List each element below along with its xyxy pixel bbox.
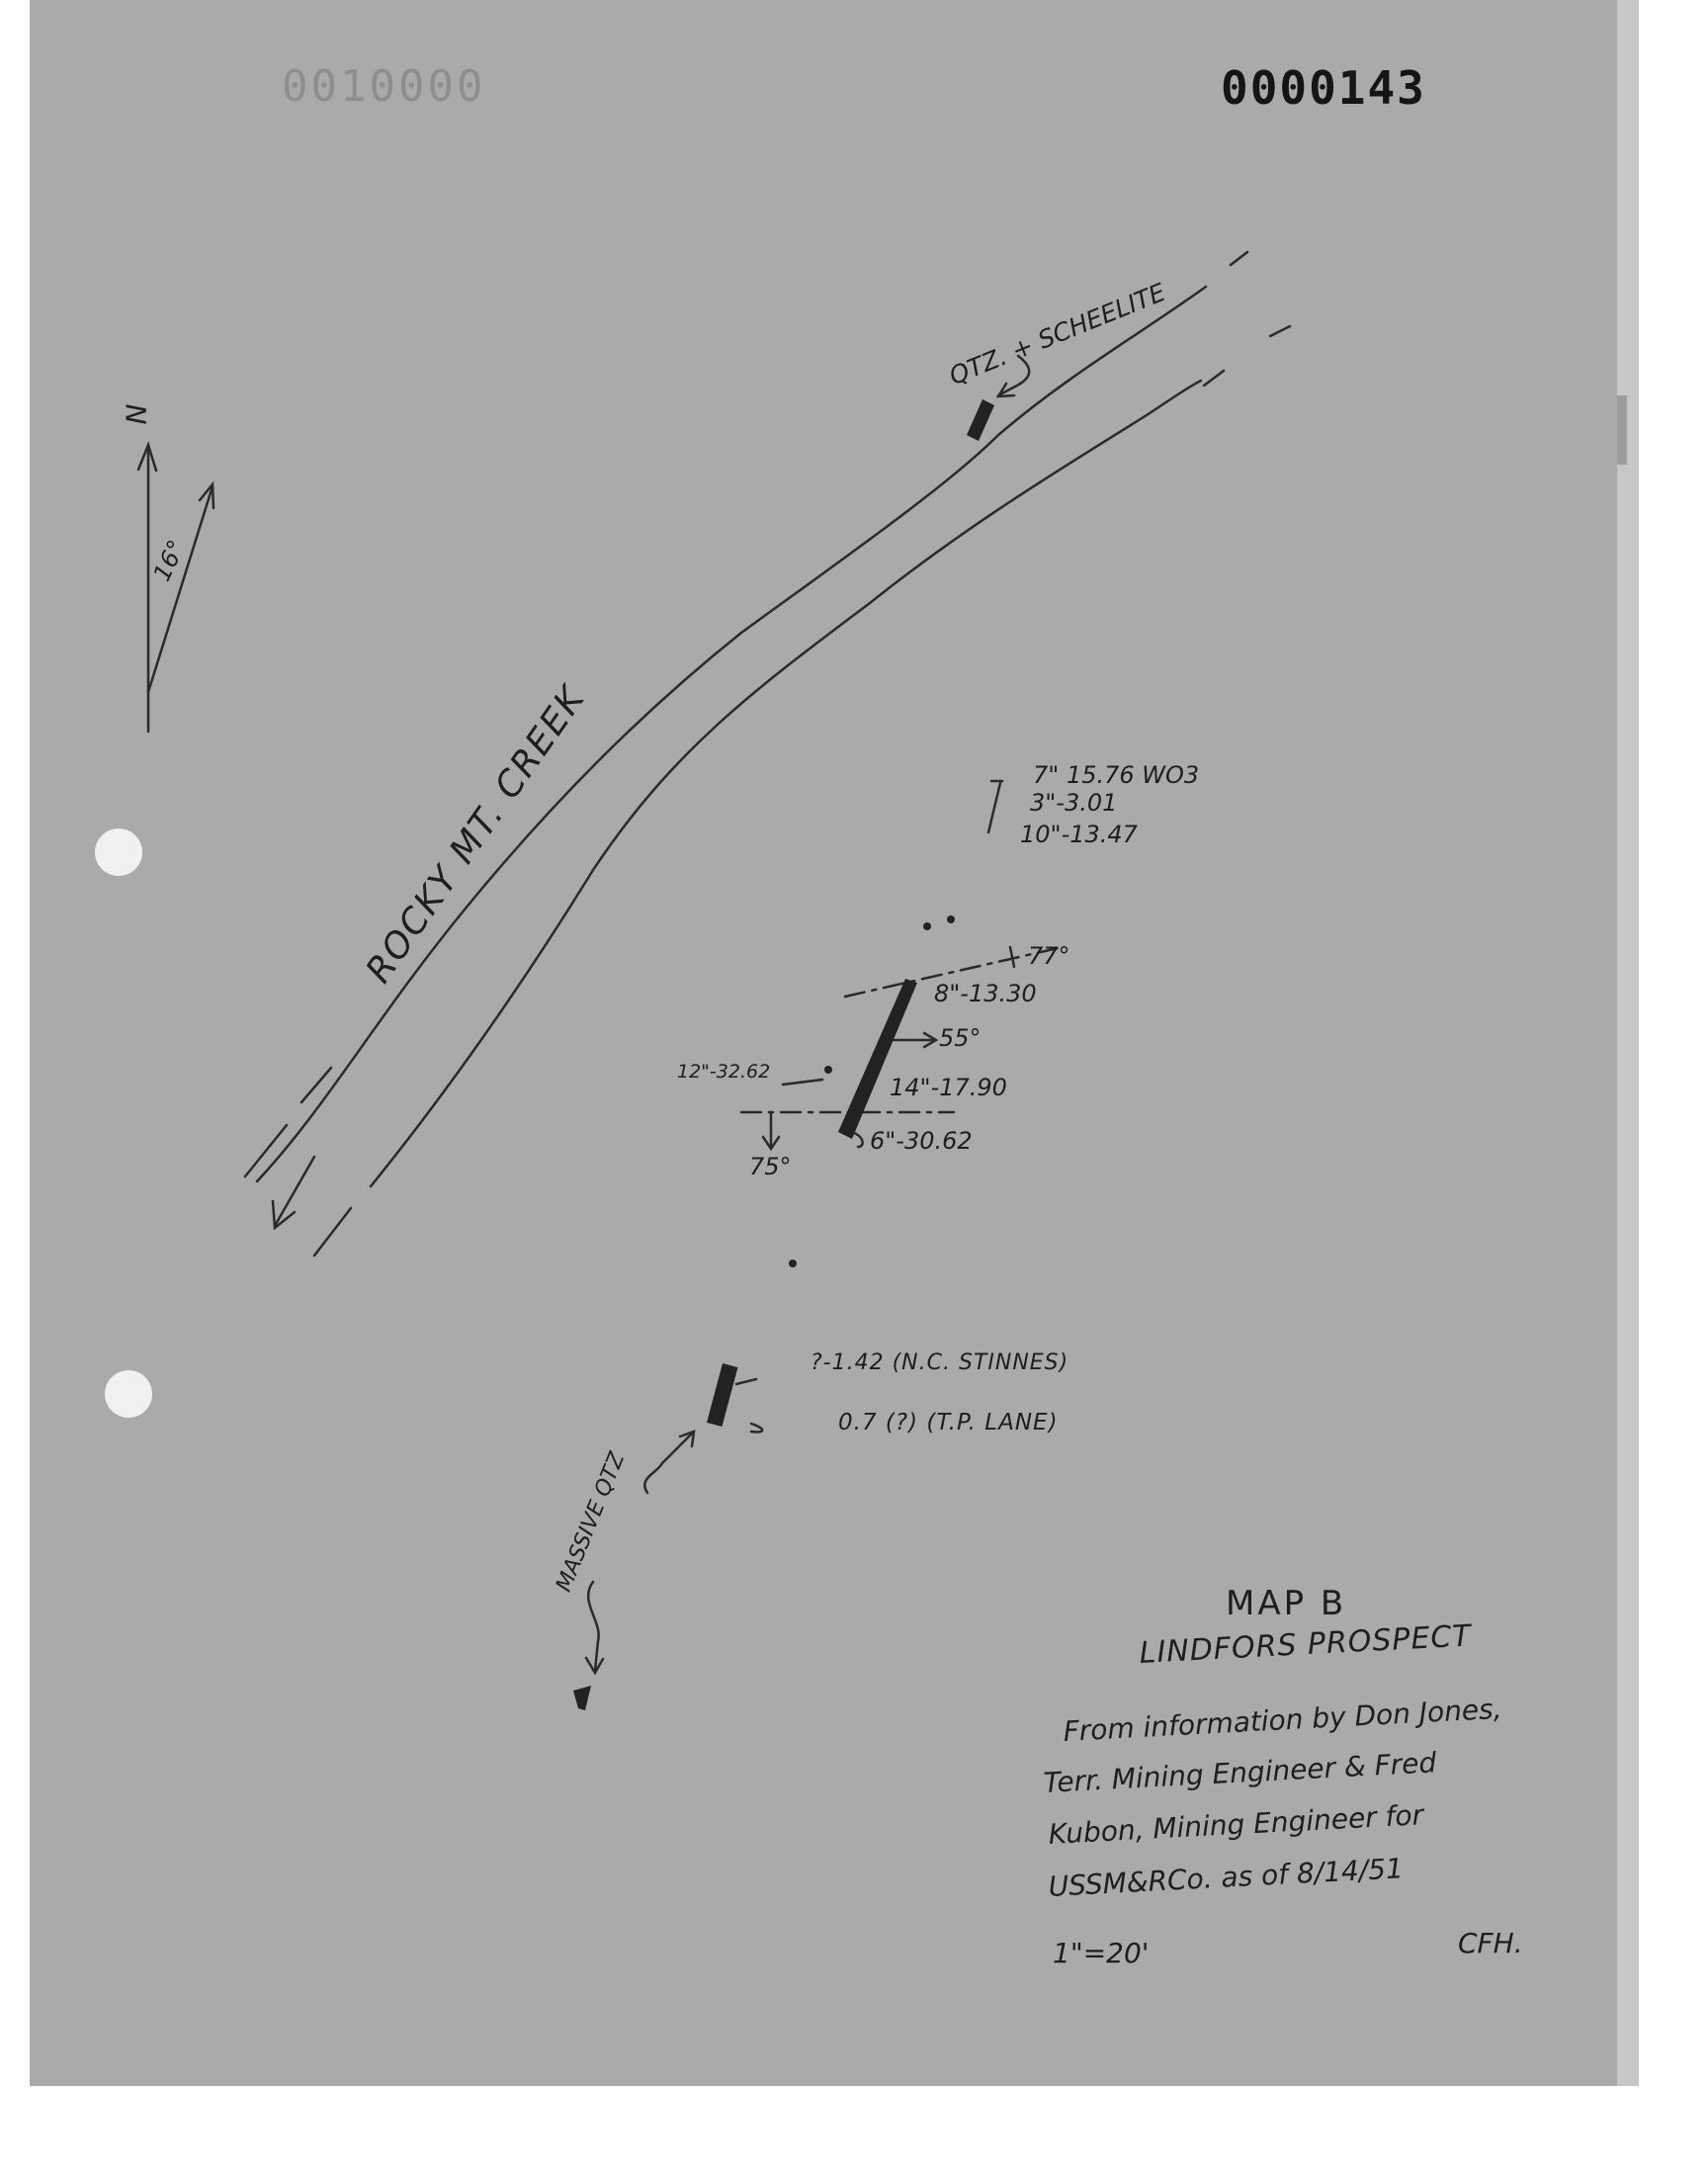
- creek-dash: [314, 1208, 351, 1256]
- document-number: 0000143: [1221, 61, 1426, 115]
- scheelite-deposit: [967, 399, 994, 441]
- creek-label: ROCKY MT. CREEK: [358, 678, 594, 991]
- dip-77-label: 77°: [1028, 942, 1070, 970]
- source-line: Kubon, Mining Engineer for: [1047, 1798, 1424, 1851]
- dip-75-label: 75°: [749, 1153, 792, 1180]
- assay-line: 10"-13.47: [1020, 821, 1138, 848]
- north-label: N: [120, 403, 153, 425]
- map-title: MAP B: [1226, 1584, 1347, 1623]
- bearing-arrow: [148, 486, 213, 692]
- assay-line: 3"-3.01: [1030, 789, 1118, 817]
- sample-point: [923, 922, 931, 930]
- sample-12-arrow: [783, 1080, 822, 1085]
- sample-point: [947, 915, 955, 923]
- assay-line: 7" 15.76 WO3: [1033, 761, 1200, 789]
- massive-qtz-deposit: [573, 1686, 591, 1710]
- sample-8-label: 8"-13.30: [934, 980, 1037, 1007]
- bearing-angle-label: 16°: [147, 535, 191, 586]
- sample-6-label: 6"-30.62: [870, 1127, 973, 1155]
- stinnes-sample: ?-1.42 (N.C. STINNES): [811, 1350, 1069, 1375]
- source-line: Terr. Mining Engineer & Fred: [1042, 1746, 1437, 1799]
- sample-point: [824, 1066, 832, 1074]
- massive-qtz-label: MASSIVE QTZ: [552, 1448, 631, 1596]
- creek-dash: [1270, 326, 1290, 336]
- creek-bank-upper: [257, 287, 1206, 1181]
- creek-dash: [1231, 252, 1247, 265]
- sample-bracket: [988, 783, 1000, 832]
- vein-body: [838, 979, 917, 1139]
- creek-dash: [245, 1125, 287, 1176]
- source-line: From information by Don Jones,: [1062, 1692, 1503, 1748]
- author-initials: CFH.: [1458, 1927, 1523, 1959]
- ghost-number: 0010000: [282, 61, 486, 112]
- source-line: USSM&RCo. as of 8/14/51: [1047, 1852, 1405, 1903]
- sample-14-label: 14"-17.90: [890, 1074, 1007, 1101]
- lane-pointer: [751, 1424, 762, 1432]
- massive-qtz-vein: [707, 1363, 738, 1427]
- map-subtitle: LINDFORS PROSPECT: [1138, 1618, 1473, 1671]
- lane-sample: 0.7 (?) (T.P. LANE): [838, 1410, 1059, 1436]
- creek-dash: [1204, 371, 1224, 386]
- qtz-scheelite-label: QTZ. + SCHEELITE: [945, 277, 1170, 392]
- creek-flow-arrow: [275, 1157, 314, 1226]
- massive-qtz-down-arrow: [588, 1582, 599, 1671]
- sample-12-label: 12"-32.62: [677, 1061, 771, 1083]
- massive-qtz-arrow: [644, 1434, 692, 1493]
- sample-point: [789, 1260, 797, 1267]
- dip-55-label: 55°: [939, 1024, 982, 1052]
- map-scale: 1"=20': [1053, 1937, 1150, 1969]
- stinnes-pointer: [736, 1379, 756, 1384]
